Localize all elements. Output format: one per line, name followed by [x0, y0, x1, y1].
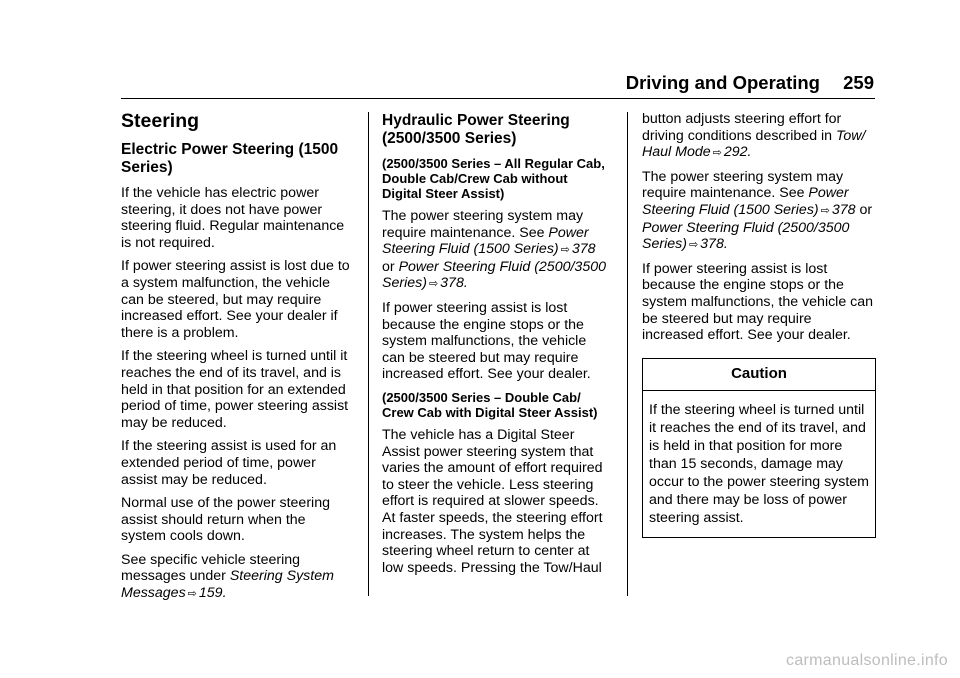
cross-reference-link[interactable]: Power Steering Fluid (1500 Series)	[382, 224, 589, 258]
paragraph: If power steering assist is lost due to a system malfunction, the vehicle can be steered, but may require increased effort. See your dealer if there is a problem.	[121, 258, 350, 341]
column-divider	[368, 112, 369, 596]
paragraph: If power steering assist is lost because the engine stops or the system malfunctions, the vehicle can be steered but may require increased effort. See your dealer.	[382, 299, 591, 383]
cross-reference-link[interactable]: Power Steering Fluid (2500/3500 Series)	[382, 258, 606, 292]
paragraph-text: or	[382, 258, 399, 275]
paragraph-text: See specific vehicle steering messages under	[121, 551, 301, 585]
header-rule	[121, 98, 875, 99]
section-title: Driving and Operating	[625, 72, 820, 93]
cross-reference-link[interactable]: Power Steering Fluid (2500/3500 Series)	[642, 219, 850, 253]
page-reference[interactable]: 292	[723, 144, 748, 161]
paragraph-text: button adjusts steering effort for driving conditions described in	[642, 111, 842, 144]
paragraph-text: or	[855, 201, 873, 218]
column-middle	[382, 112, 610, 583]
page-ref-icon: ⇨	[820, 204, 830, 217]
paragraph: If the steering wheel is turned until it reaches the end of its travel, and is held in that position for an extended period of time, power steering assist may be reduced.	[121, 348, 349, 431]
cross-reference-link[interactable]: Power Steering Fluid (1500 Series)	[642, 185, 849, 218]
caution-body: If the steering wheel is turned until it reaches the end of its travel, and is held in that position for more than 15 seconds, damage may occur to the power steering system and there may be loss of power steering assist.	[649, 402, 870, 527]
subheading-digital-steer-assist: (2500/3500 Series – Double Cab/ Crew Cab with Digital Steer Assist)	[382, 389, 598, 420]
paragraph	[121, 552, 353, 603]
page-reference[interactable]: 378	[440, 275, 464, 292]
caution-box	[642, 358, 876, 539]
caution-title: Caution	[643, 359, 875, 392]
paragraph: The vehicle has a Digital Steer Assist power steering system that varies the amount of effort required to steer the vehicle. Less steering effort is required at slower speeds. At faster speeds, the steering effort increases. The system helps the steering wheel return to center at low speeds. Pressing the Tow/Haul	[382, 426, 603, 576]
column-right	[642, 111, 876, 538]
page-ref-icon: ⇨	[560, 244, 570, 257]
page-reference[interactable]: 378	[571, 241, 596, 258]
page-ref-icon: ⇨	[187, 588, 197, 601]
watermark: carmanualsonline.info	[786, 652, 948, 669]
cross-reference-link[interactable]: Steering System Messages	[121, 568, 334, 602]
paragraph	[642, 111, 876, 162]
paragraph: Normal use of the power steering assist should return when the system cools down.	[121, 495, 330, 545]
paragraph: If power steering assist is lost because the engine stops or the system malfunctions, the vehicle can be steered but may require increased effort. See your dealer.	[642, 260, 874, 344]
page-reference[interactable]: 378	[700, 236, 724, 253]
punctuation: .	[463, 275, 468, 292]
heading-steering: Steering	[121, 110, 200, 132]
paragraph: If the vehicle has electric power steering, it does not have power steering fluid. Regular maintenance is not required.	[121, 185, 345, 251]
cross-reference-link[interactable]: Tow/ Haul Mode	[642, 127, 866, 161]
page-ref-icon: ⇨	[428, 278, 439, 291]
subheading-regular-cab: (2500/3500 Series – All Regular Cab, Double Cab/Crew Cab without Digital Steer Assist)	[382, 156, 605, 201]
punctuation: .	[222, 585, 227, 602]
page-reference[interactable]: 159	[198, 585, 223, 602]
paragraph: If the steering assist is used for an extended period of time, power assist may be reduced.	[121, 438, 337, 488]
page-number: 259	[843, 72, 874, 93]
column-divider	[627, 112, 628, 596]
column-left	[121, 110, 353, 610]
heading-electric-power-steering: Electric Power Steering (1500 Series)	[121, 141, 339, 176]
heading-hydraulic-power-steering: Hydraulic Power Steering (2500/3500 Series)	[382, 112, 570, 147]
punctuation: .	[747, 144, 752, 161]
page-ref-icon: ⇨	[688, 239, 699, 252]
paragraph	[382, 208, 610, 293]
paragraph	[642, 169, 876, 254]
page-ref-icon: ⇨	[712, 147, 722, 160]
punctuation: .	[723, 236, 728, 253]
page-header	[0, 70, 960, 100]
paragraph-text: The power steering system may require maintenance. See	[382, 208, 584, 241]
page-reference[interactable]: 378	[831, 201, 856, 218]
paragraph-text: The power steering system may require maintenance. See	[642, 168, 844, 202]
